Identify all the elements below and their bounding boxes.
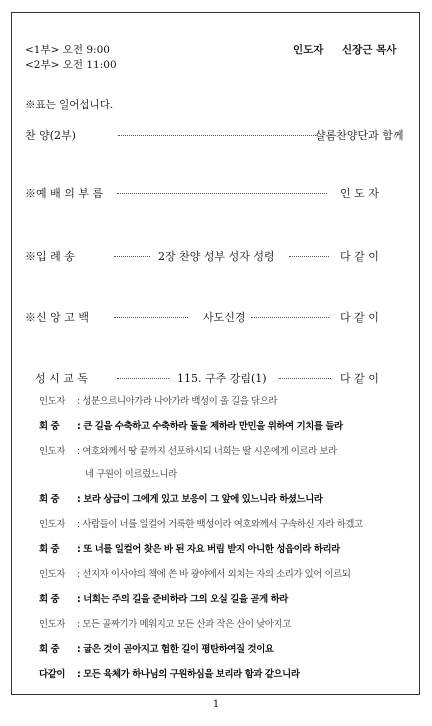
reading-line: 회 중 : 굽은 것이 곧아지고 험한 길이 평탄하여질 것이요 (39, 641, 274, 655)
order-item-creed (25, 309, 399, 325)
reading-line: 회 중 : 보라 상급이 그에게 있고 보응이 그 앞에 있느니라 하셨느니라 (39, 491, 323, 505)
reading-text: 너희는 주의 길을 준비하라 그의 오실 길을 곧게 하라 (83, 594, 288, 605)
order-label: ※신 앙 고 백 (25, 311, 89, 324)
reading-text: 사람들이 너를 일컬어 거룩한 백성이라 여호와께서 구속하신 자라 하겠고 (82, 519, 363, 530)
reading-line: 다같이 : 모든 육체가 하나님의 구원하심을 보리라 함과 같으니라 (39, 666, 300, 680)
reading-speaker: 다같이 (39, 669, 65, 680)
reading-speaker: 인도자 (39, 519, 65, 530)
dotted-leader (114, 317, 188, 318)
reading-text: 굽은 것이 곧아지고 험한 길이 평탄하여질 것이요 (83, 644, 274, 655)
order-middle: 115. 구주 강림(1) (177, 372, 267, 385)
dotted-leader (251, 317, 329, 318)
order-right: 샬롬찬양단과 함께 (315, 129, 404, 142)
reading-speaker: 회 중 (39, 644, 60, 655)
order-label: 성 시 교 독 (35, 372, 88, 385)
dotted-leader (289, 256, 329, 257)
reading-line: 인도자 : 성분으르니아가라 나아가라 백성이 올 길을 닦으라 (39, 393, 277, 407)
reading-speaker: 회 중 (39, 544, 60, 555)
standing-note: ※표는 일어섭니다. (25, 99, 114, 111)
dotted-leader (117, 378, 169, 379)
service-time-2: <2부> 오전 11:00 (25, 59, 117, 71)
reading-line: 인도자 : 여호와께서 땅 끝까지 선포하시되 너희는 딸 시온에게 이르라 보라 (39, 443, 337, 457)
reading-line: 인도자 : 사람들이 너를 일컬어 거룩한 백성이라 여호와께서 구속하신 자라 하겠고 (39, 516, 363, 530)
order-right: 인 도 자 (340, 187, 379, 200)
reading-text: 네 구원이 이르렀느니라 (85, 469, 177, 480)
reading-text: 보라 상급이 그에게 있고 보응이 그 앞에 있느니라 하셨느니라 (83, 494, 323, 505)
reading-text: 또 너를 일컬어 찾은 바 된 자요 버림 받지 아니한 성읍이라 하리라 (83, 544, 340, 555)
reading-text: 모든 육체가 하나님의 구원하심을 보리라 함과 같으니라 (83, 669, 300, 680)
order-middle: 사도신경 (203, 311, 246, 324)
reading-speaker: 회 중 (39, 421, 60, 432)
reading-speaker: 회 중 (39, 594, 60, 605)
reading-line: 회 중 : 너희는 주의 길을 준비하라 그의 오실 길을 곧게 하라 (39, 591, 288, 605)
reading-line-continued (85, 466, 177, 480)
dotted-leader (117, 193, 327, 194)
reading-line: 인도자 : 모든 골짜기가 메워지고 모든 산과 작은 산이 낮아지고 (39, 616, 291, 630)
reading-speaker: 인도자 (39, 569, 65, 580)
reading-speaker: 회 중 (39, 494, 60, 505)
reading-line: 인도자 : 선지자 이사야의 책에 쓴 바 광야에서 외치는 자의 소리가 있어 이르되 (39, 566, 351, 580)
service-time-1: <1부> 오전 9:00 (25, 44, 110, 56)
reading-text: 성분으르니아가라 나아가라 백성이 올 길을 닦으라 (82, 396, 278, 407)
dotted-leader (279, 378, 331, 379)
reading-text: 모든 골짜기가 메워지고 모든 산과 작은 산이 낮아지고 (82, 619, 291, 630)
order-middle: 2장 찬양 성부 성자 성령 (158, 250, 275, 263)
order-item-processional (25, 248, 399, 264)
order-right: 다 같 이 (340, 372, 379, 385)
order-item-responsive-reading (35, 370, 399, 386)
reading-speaker: 인도자 (39, 446, 65, 457)
order-right: 다 같 이 (340, 311, 379, 324)
reading-text: 여호와께서 땅 끝까지 선포하시되 너희는 딸 시온에게 이르라 보라 (82, 446, 337, 457)
order-right: 다 같 이 (340, 250, 379, 263)
dotted-leader (118, 135, 318, 136)
order-item-praise (25, 127, 404, 143)
order-label: ※예 배 의 부 름 (25, 187, 104, 200)
page-number: 1 (212, 699, 220, 710)
reading-text: 선지자 이사야의 책에 쓴 바 광야에서 외치는 자의 소리가 있어 이르되 (82, 569, 351, 580)
reading-speaker: 인도자 (39, 396, 65, 407)
reading-speaker: 인도자 (39, 619, 65, 630)
reading-line: 회 중 : 또 너를 일컬어 찾은 바 된 자요 버림 받지 아니한 성읍이라 하리라 (39, 541, 340, 555)
leader-label: 인도자 (293, 44, 324, 56)
order-item-call-to-worship (25, 185, 399, 201)
reading-text: 큰 길을 수축하고 수축하라 돌을 제하라 만민을 위하여 기치를 들라 (83, 421, 343, 432)
order-label: ※입 례 송 (25, 250, 75, 263)
order-label: 찬 양(2부) (25, 129, 76, 142)
dotted-leader (114, 256, 150, 257)
leader-name: 신장근 목사 (342, 44, 397, 56)
reading-line: 회 중 : 큰 길을 수축하고 수축하라 돌을 제하라 만민을 위하여 기치를 들라 (39, 418, 343, 432)
